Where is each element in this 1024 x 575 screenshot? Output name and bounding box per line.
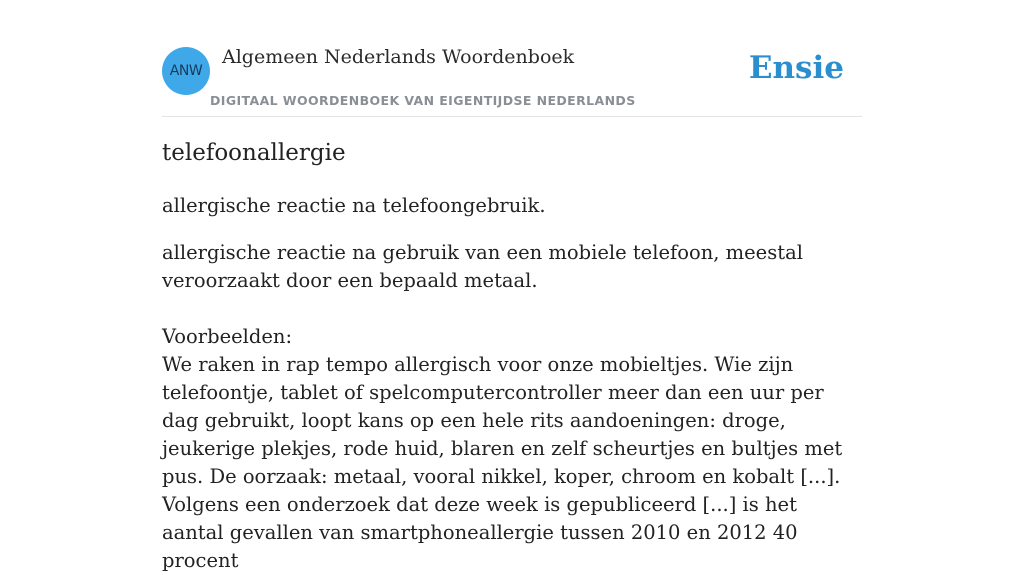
anw-logo[interactable] <box>162 47 210 95</box>
definition: allergische reactie na gebruik van een mobiele telefoon, meestal veroorzaakt door een bepaald metaal. <box>162 241 803 292</box>
ensie-brand-link[interactable]: Ensie <box>748 50 844 86</box>
dictionary-title[interactable]: Algemeen Nederlands Woordenboek <box>222 46 575 68</box>
examples-label: Voorbeelden: <box>162 325 293 348</box>
entry-content <box>162 192 862 575</box>
logo-text: ANW <box>169 63 203 79</box>
site-header <box>162 36 862 117</box>
short-definition: allergische reactie na telefoongebruik. <box>162 194 546 217</box>
dictionary-subtitle: DIGITAAL WOORDENBOEK VAN EIGENTIJDSE NEDERLANDS <box>210 93 636 108</box>
example-text: We raken in rap tempo allergisch voor onze mobieltjes. Wie zijn telefoontje, tablet of spelcomputercontroller meer dan een uur per dag gebruikt, loopt kans op een hele rits aandoeningen: droge, jeukerige plekjes, rode huid, blaren en zelf scheurtjes en bultjes met pus. De oorzaak: metaal, vooral nikkel, koper, chroom en kobalt [...]. Volgens een onderzoek dat deze week is gepubliceerd [...] is het aantal gevallen van smartphoneallergie tussen 2010 en 2012 40 procent <box>162 353 843 572</box>
entry-headword: telefoonallergie <box>162 140 346 166</box>
